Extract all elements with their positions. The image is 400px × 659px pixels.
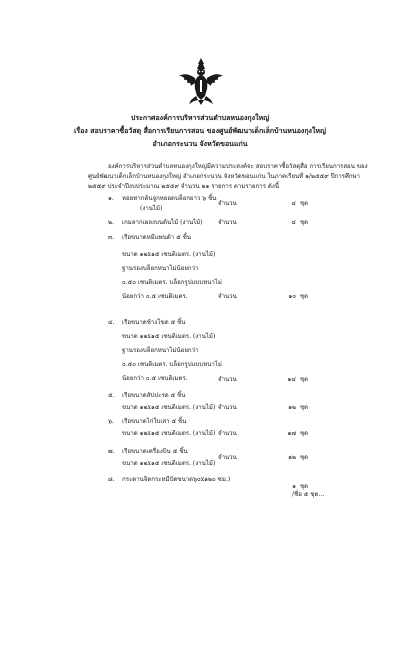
item-detail: น้อยกว่า ๐.๕ เซนติเมตร.: [122, 375, 188, 382]
intro-line-2: ศูนย์พัฒนาเด็กเล็กบ้านหนองกุงใหญ่ อำเภอกระนวน จังหวัดขอนแก่น ในภาคเรียนที่ ๑/๒๕๕๙ ปีการศึกษา: [88, 173, 360, 180]
item-name: เรือขนาดหมีแพนด้า ๕ ชิ้น: [122, 234, 192, 241]
item-detail: ขนาด ๑๒x๑๕ เซนติเมตร. (งานไม้): [122, 460, 216, 467]
item-detail: ขนาด ๑๒x๑๕ เซนติเมตร. (งานไม้): [122, 404, 216, 411]
intro-line-1: องค์การบริหารส่วนตำบลหนองกุงใหญ่มีความประสงค์จะ สอบราคาซื้อวัสดุสื่อ การเรียนการสอน ของ: [108, 163, 368, 170]
item-quantity: ๑: [292, 483, 296, 490]
total-note: /ชื่อ ๕ ชุด...: [292, 491, 325, 498]
list-item: [0, 476, 400, 496]
item-detail: ขนาด ๑๒x๑๕ เซนติเมตร. (งานไม้): [122, 333, 216, 340]
item-number: ๔.: [108, 319, 115, 326]
item-name: เรือขนาดเครื่องบิน ๕ ชิ้น: [122, 448, 188, 455]
item-unit: ชุด: [300, 376, 309, 383]
item-count-label: จำนวน: [218, 454, 237, 461]
item-detail: ๐.๕๐ เซนติเมตร. บล็อกรูปแบบหนาไม่: [122, 361, 222, 368]
item-unit: ชุด: [300, 430, 309, 437]
announcement-location: อำเภอกระนวน จังหวัดขอนแก่น: [152, 139, 248, 148]
item-number: ๓.: [108, 234, 115, 241]
item-count-label: จำนวน: [218, 376, 237, 383]
item-count-label: จำนวน: [218, 404, 237, 411]
item-quantity: ๑๔: [287, 376, 296, 383]
list-item: [0, 234, 400, 322]
item-name: เรือขนาดสัปปะรด ๕ ชิ้น: [122, 392, 186, 399]
item-detail: ขนาด ๑๒x๑๕ เซนติเมตร. (งานไม้): [122, 430, 216, 437]
item-quantity: ๑๗: [287, 430, 296, 437]
list-item: [0, 219, 400, 229]
item-quantity: ๑๐: [288, 293, 296, 300]
item-detail: ๐.๕๐ เซนติเมตร. บล็อกรูปแบบหนาไม่: [122, 279, 222, 286]
item-name: เรือขนาดไก่ใบเสา ๕ ชิ้น: [122, 418, 187, 425]
item-number: ๖.: [108, 418, 114, 425]
item-quantity: ๑๒: [288, 454, 296, 461]
garuda-emblem-icon: [176, 56, 226, 106]
item-number: ๗.: [108, 448, 115, 455]
item-name: กระดานจิดกระหมีปัดขนาด๖๐x๑๒๐ ซม.): [122, 476, 231, 483]
item-number: ๕.: [108, 392, 115, 399]
item-number: ๒.: [108, 219, 114, 226]
item-unit: ชุด: [300, 404, 309, 411]
item-detail: (งานไม้): [140, 205, 163, 212]
item-quantity: ๑๒: [288, 404, 296, 411]
item-unit: ชุด: [300, 219, 309, 226]
item-name: เกมลากเผลงบนต้นไม้ (งานไม้): [122, 219, 203, 226]
item-unit: ชุด: [300, 200, 309, 207]
item-quantity: ๔: [291, 219, 296, 226]
item-count-label: จำนวน: [218, 293, 237, 300]
item-unit: ชุด: [300, 293, 309, 300]
item-number: ๑.: [108, 195, 114, 202]
item-unit: ชุด: [300, 454, 309, 461]
item-count-label: จำนวน: [218, 219, 237, 226]
item-count-label: จำนวน: [218, 430, 237, 437]
item-name: หอยทากต้นจูกหยอดบล็อกยาว ๖ ชิ้น: [122, 195, 217, 202]
item-name: เรือขนาดช้างโขด ๕ ชิ้น: [122, 319, 186, 326]
item-number: ๘.: [108, 476, 115, 483]
item-detail: ฐานรองบล็อกหนาไม่น้อยกว่า: [122, 265, 199, 272]
list-item: [0, 418, 400, 448]
item-count-label: จำนวน: [218, 200, 237, 207]
item-unit: ชุด: [300, 483, 309, 490]
item-detail: น้อยกว่า ๐.๕ เซนติเมตร.: [122, 293, 188, 300]
item-quantity: ๔: [291, 200, 296, 207]
item-detail: ฐานรองบล็อกหนาไม่น้อยกว่า: [122, 347, 199, 354]
item-detail: ขนาด ๑๒x๑๕ เซนติเมตร. (งานไม้): [122, 251, 216, 258]
announcement-title: ประกาศองค์การบริหารส่วนตำบลหนองกุงใหญ่: [130, 113, 270, 122]
list-item: [0, 448, 400, 478]
announcement-subject: เรื่อง สอบราคาซื้อวัสดุ สื่อการเรียนการสอน ของศูนย์พัฒนาเด็กเล็กบ้านหนองกุงใหญ่: [74, 126, 326, 135]
list-item: [0, 195, 400, 215]
intro-line-3: ๒๕๕๙ ประจำปีงบประมาณ ๒๕๕๙ จำนวน ๒๑ รายการ ตามรายการ ดังนี้: [88, 183, 280, 190]
